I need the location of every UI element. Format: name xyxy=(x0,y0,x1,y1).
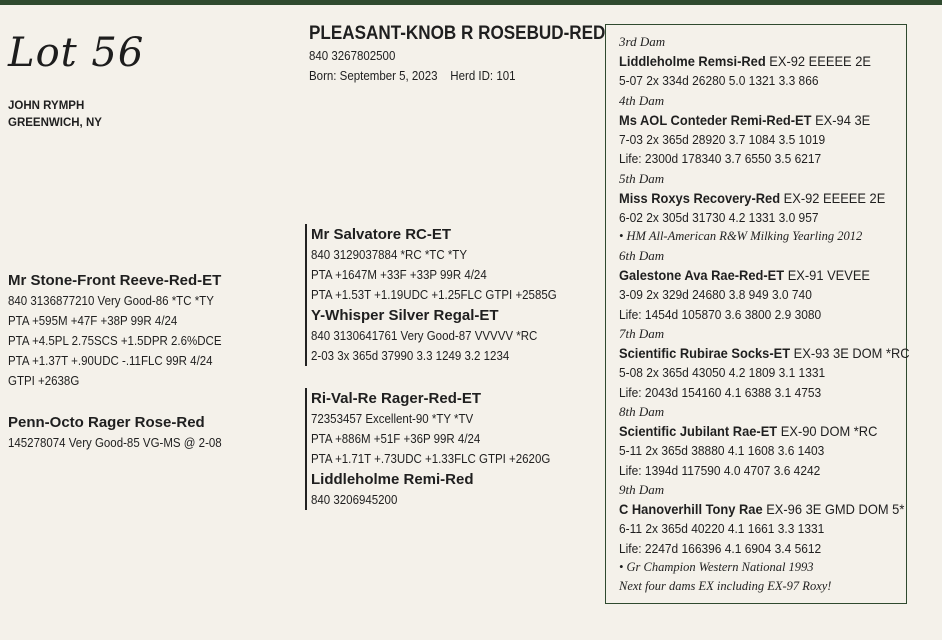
ancestor-dam-name: C Hanoverhill Tony Rae xyxy=(619,501,763,517)
sire-parents xyxy=(305,224,578,366)
dam-award-note: • HM All-American R&W Milking Yearling 2012 xyxy=(619,229,863,243)
sd-name: Y-Whisper Silver Regal-ET xyxy=(311,307,499,324)
production-record: Life: 2043d 154160 4.1 6388 3.1 4753 xyxy=(619,384,822,400)
production-record: 7-03 2x 365d 28920 3.7 1084 3.5 1019 xyxy=(619,131,826,147)
ss-line: PTA +1647M +33F +33P 99R 4/24 xyxy=(311,268,487,282)
dam-generation-label: 5th Dam xyxy=(619,170,665,186)
ancestor-dam-classification: EX-92 EEEEE 2E xyxy=(769,53,871,69)
dam-list xyxy=(619,32,935,596)
lot-number: Lot 56 xyxy=(8,30,145,76)
production-record: 5-07 2x 334d 26280 5.0 1321 3.3 866 xyxy=(619,73,819,88)
dam-generation-label: 4th Dam xyxy=(619,92,665,108)
ds-name: Ri-Val-Re Rager-Red-ET xyxy=(311,390,482,407)
dam-name-line xyxy=(619,421,910,441)
dam-generation-label: 6th Dam xyxy=(619,248,665,263)
ancestor-dam-name: Galestone Ava Rae-Red-ET xyxy=(619,267,785,283)
dam-generation-label: 7th Dam xyxy=(619,326,665,341)
production-record: 3-09 2x 329d 24680 3.8 949 3.0 740 xyxy=(619,287,812,302)
sire-name: Mr Stone-Front Reeve-Red-ET xyxy=(8,272,222,289)
ss-line: 840 3129037884 *RC *TC *TY xyxy=(311,248,467,262)
dam-name-line xyxy=(619,265,910,285)
production-record: Life: 1394d 117590 4.0 4707 3.6 4242 xyxy=(619,462,821,478)
production-record: Life: 1454d 105870 3.6 3800 2.9 3080 xyxy=(619,306,822,322)
sire-line: 840 3136877210 Very Good-86 *TC *TY xyxy=(8,294,214,308)
subject-herd: Herd ID: 101 xyxy=(450,69,516,83)
sire-line: GTPI +2638G xyxy=(8,374,80,388)
sd-line: 840 3130641761 Very Good-87 VVVVV *RC xyxy=(311,329,538,343)
dam-name-line xyxy=(619,110,910,130)
production-record: Life: 2300d 178340 3.7 6550 3.5 6217 xyxy=(619,151,822,166)
dam-name-line xyxy=(619,188,910,208)
footer-note: Next four dams EX including EX-97 Roxy! xyxy=(619,579,832,593)
ancestor-dam-classification: EX-93 3E DOM *RC xyxy=(793,345,910,361)
dam-parents xyxy=(305,388,571,510)
consignor xyxy=(8,98,102,132)
ancestor-dam-name: Scientific Jubilant Rae-ET xyxy=(619,423,778,439)
dam-award-note: • Gr Champion Western National 1993 xyxy=(619,560,814,574)
production-record: Life: 2247d 166396 4.1 6904 3.4 5612 xyxy=(619,540,822,556)
production-record: 5-08 2x 365d 43050 4.2 1809 3.1 1331 xyxy=(619,365,826,380)
dd-name: Liddleholme Remi-Red xyxy=(311,471,474,488)
dam-generation-label: 3rd Dam xyxy=(619,34,666,49)
consignor-location: GREENWICH, NY xyxy=(8,117,102,129)
ancestor-dam-classification: EX-96 3E GMD DOM 5* xyxy=(766,501,905,517)
dam-generation-label: 9th Dam xyxy=(619,482,665,497)
dam-name-line xyxy=(619,499,910,519)
ss-line: PTA +1.53T +1.19UDC +1.25FLC GTPI +2585G xyxy=(311,288,557,302)
ancestor-dam-name: Liddleholme Remsi-Red xyxy=(619,53,766,69)
production-record: 5-11 2x 365d 38880 4.1 1608 3.6 1403 xyxy=(619,443,825,458)
dam-name-line xyxy=(619,51,910,71)
ancestor-dam-classification: EX-90 DOM *RC xyxy=(780,423,878,439)
subject-id: 840 3267802500 xyxy=(309,49,396,63)
subject-born-herd xyxy=(309,66,612,86)
production-record: 6-11 2x 365d 40220 4.1 1661 3.3 1331 xyxy=(619,521,825,536)
subject-born: Born: September 5, 2023 xyxy=(309,69,438,83)
ds-line: PTA +1.71T +.73UDC +1.33FLC GTPI +2620G xyxy=(311,452,551,466)
ancestor-dam-name: Miss Roxys Recovery-Red xyxy=(619,189,781,206)
sire-line: PTA +4.5PL 2.75SCS +1.5DPR 2.6%DCE xyxy=(8,334,222,348)
production-record: 6-02 2x 305d 31730 4.2 1331 3.0 957 xyxy=(619,209,819,225)
ancestor-dam-name: Scientific Rubirae Socks-ET xyxy=(619,345,791,361)
sire-line: PTA +595M +47F +38P 99R 4/24 xyxy=(8,314,178,328)
sire-line: PTA +1.37T +.90UDC -.11FLC 99R 4/24 xyxy=(8,354,213,368)
dam-name: Penn-Octo Rager Rose-Red xyxy=(8,414,205,431)
dam-name-line xyxy=(619,343,910,363)
consignor-name: JOHN RYMPH xyxy=(8,100,85,112)
ds-line: 72353457 Excellent-90 *TY *TV xyxy=(311,412,474,426)
ancestor-dam-classification: EX-94 3E xyxy=(815,111,871,128)
subject-animal xyxy=(309,22,638,86)
sd-line: 2-03 3x 365d 37990 3.3 1249 3.2 1234 xyxy=(311,349,510,363)
dd-line: 840 3206945200 xyxy=(311,493,398,507)
ancestor-dam-name: Ms AOL Conteder Remi-Red-ET xyxy=(619,111,812,128)
subject-name: PLEASANT-KNOB R ROSEBUD-RED xyxy=(309,23,606,44)
dam-history-box xyxy=(605,24,910,604)
ancestor-dam-classification: EX-92 EEEEE 2E xyxy=(783,189,886,206)
ss-name: Mr Salvatore RC-ET xyxy=(311,226,452,243)
dam-generation-label: 8th Dam xyxy=(619,404,665,419)
ds-line: PTA +886M +51F +36P 99R 4/24 xyxy=(311,432,481,446)
top-border xyxy=(0,0,942,5)
dam-line: 145278074 Very Good-85 VG-MS @ 2-08 xyxy=(8,436,222,450)
dam-block xyxy=(8,412,240,453)
sire-block xyxy=(8,270,240,391)
ancestor-dam-classification: EX-91 VEVEE xyxy=(787,267,871,283)
